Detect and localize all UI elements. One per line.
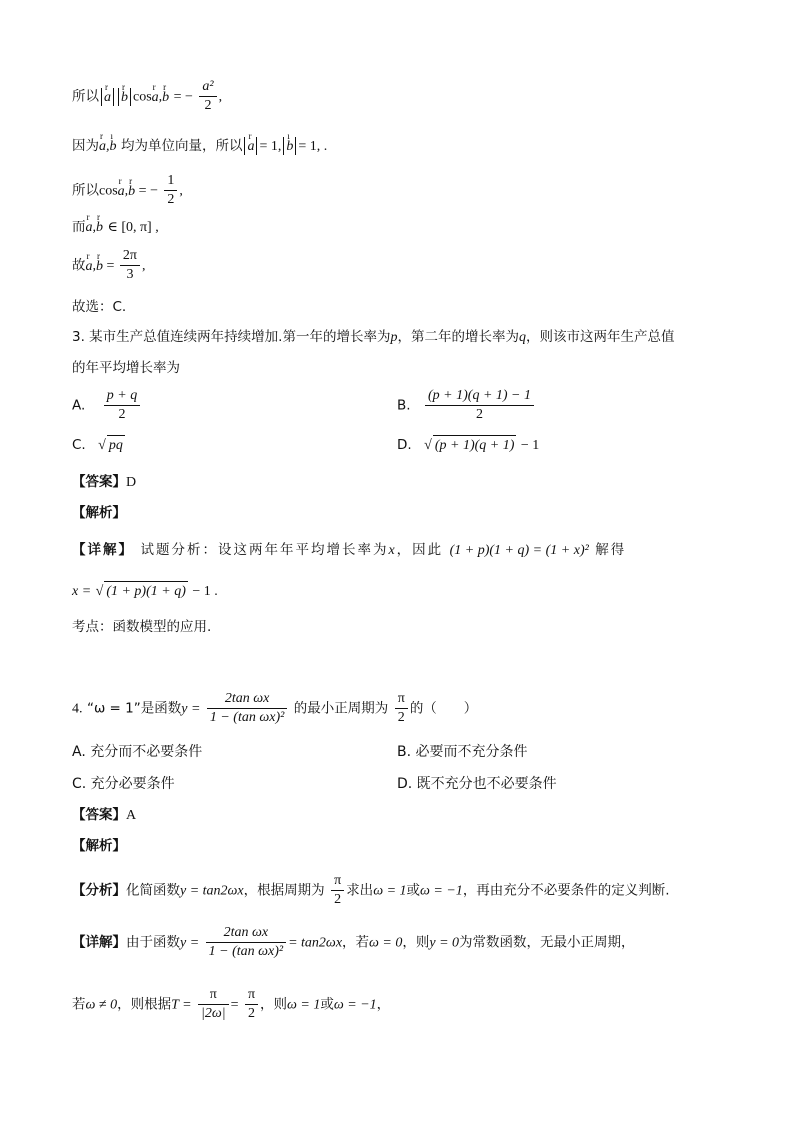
q2-line-1: 所以r ar b cosr a,r b = − $\frac{\text{a²}}{2}$ , [72,78,222,115]
vector-a: r a [104,88,111,108]
q3-option-d: D. √ (p + 1)(q + 1) − 1 [397,435,539,456]
q3-option-b: B. $\frac{(p + 1)(q + 1) - 1}{2}$ [397,387,536,424]
q4-fenxi: 【分析】化简函数y = tan2ωx，根据周期为 $\frac{\pi}{2}$ 求出ω = 1或ω = −1，再由充分不必要条件的定义判断. [72,873,670,907]
fraction-1-over-2: $\frac{1}{2}$ [164,172,177,209]
q2-line-4: 而r a,r b ∈ [0, π] , [72,217,159,238]
fraction-2pi-over-3: $\frac{2\pi}{3}$ [120,247,140,284]
q2-line-5: 故r a,r b = $\frac{2\pi}{3}$ , [72,247,145,284]
q4-xiangjie: 【详解】由于函数y = $\frac{\text{2tan ωx}}{\text{1 − (tan ωx)²}}$ = tan2ωx，若ω = 0，则y = 0为常数函数，无最小正周期， [72,925,635,959]
q3-detail-solution: x = √ (1 + p)(1 + q) − 1 . [72,581,218,602]
q4-analysis-tag: 【解析】 [72,838,126,854]
q3-option-c: C. √ pq [72,435,125,456]
q3-analysis-tag: 【解析】 [72,505,126,521]
q2-line-6: 故选：C. [72,299,127,315]
q4-last-line: 若ω ≠ 0，则根据T = $\frac{\pi}{|2\omega|}$ = $\frac{\pi}{2}$ ，则ω = 1或ω = −1， [72,987,391,1021]
fraction-a2-over-2: $\frac{\text{a²}}{2}$ [199,78,216,115]
q3-stem-2: 的年平均增长率为 [72,360,180,376]
q3-detail: 【详解】 试题分析：设这两年年平均增长率为x，因此 (1 + p)(1 + q) = (1 + x)² 解得 [72,542,627,558]
q3-kaodian: 考点：函数模型的应用. [72,619,212,635]
vector-b: r b [121,88,128,108]
q4-option-d: D. 既不充分也不必要条件 [397,776,557,792]
q4-option-c: C. 充分必要条件 [72,776,175,792]
q4-stem: 4. “ω = 1”是函数y = $\frac{\text{2tan ωx}}{\text{1 − (tan ωx)²}}$ 的最小正周期为 $\frac{\pi}{2}$ 的（ ） [72,691,478,725]
q3-stem-1: 3. 某市生产总值连续两年持续增加.第一年的增长率为p，第二年的增长率为q，则该市这两年生产总值 [72,329,675,345]
q4-option-a: A. 充分而不必要条件 [72,744,203,760]
q2-line-3: 所以cosr a,r b = − $\frac{1}{2}$ , [72,172,183,209]
q2-line-2: 因为r a,ı b 均为单位向量，所以r a = 1,ı b = 1, . [72,136,327,157]
q3-answer: 【答案】D [72,474,137,490]
q3-option-a: A. $\frac{p + q}{2}$ [72,387,142,424]
q4-answer: 【答案】A [72,807,137,823]
q4-option-b: B. 必要而不充分条件 [397,744,528,760]
